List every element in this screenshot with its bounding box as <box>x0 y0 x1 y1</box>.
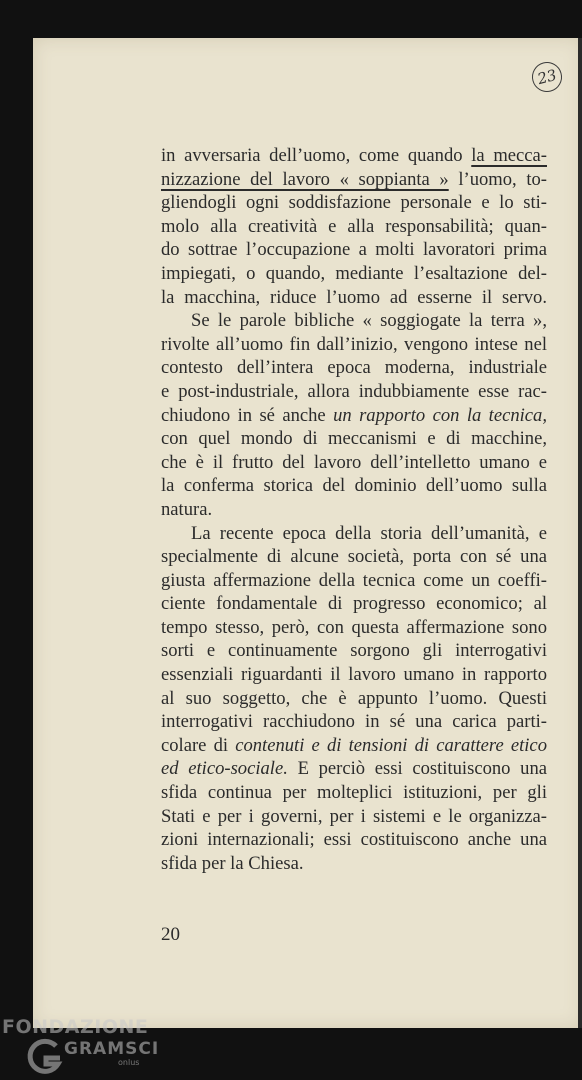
page-edge <box>578 38 582 1028</box>
text-line: chiudono in sé anche un rapporto con la tecnica, <box>161 404 547 426</box>
watermark-line2: GRAMSCI <box>64 1039 160 1059</box>
text-line: ed etico-sociale. E perciò essi costituiscono una <box>161 758 548 780</box>
text-line: Se le parole bibliche « soggiogate la terra », <box>191 310 547 332</box>
handwritten-page-number: 23 <box>529 59 566 96</box>
watermark-logo <box>2 1016 162 1076</box>
underlined-phrase: nizzazione del lavoro « soppianta » <box>161 168 449 190</box>
text-line: nizzazione del lavoro « soppianta » l’uomo, to- <box>161 168 547 190</box>
text-line: colare di contenuti e di tensioni di carattere etico <box>161 734 547 756</box>
text-line: molo alla creatività e alla responsabilità; quan- <box>161 215 547 237</box>
text-line: zioni internazionali; essi costituiscono anche una <box>161 829 547 851</box>
text-line: do sottrae l’occupazione a molti lavoratori prima <box>161 239 547 261</box>
text-line: tempo stesso, però, con questa affermazione sono <box>161 616 547 638</box>
text-line: e post-industriale, allora indubbiamente esse rac- <box>161 380 547 402</box>
text-line: essenziali riguardanti il lavoro umano in rapporto <box>161 664 547 686</box>
watermark-line1: FONDAZIONE <box>2 1016 149 1038</box>
text-line: che è il frutto del lavoro dell’intelletto umano e <box>161 451 547 473</box>
text-line: giusta affermazione della tecnica come un coeffi- <box>161 569 547 591</box>
text-line: La recente epoca della storia dell’umanità, e <box>191 522 547 544</box>
text-line: impiegati, o quando, mediante l’esaltazione del- <box>161 262 547 284</box>
body-text <box>161 144 547 875</box>
italic-phrase: contenuti e di tensioni di carattere etico <box>235 734 547 756</box>
text-line: al suo soggetto, che è appunto l’uomo. Questi <box>161 687 547 709</box>
text-line: ciente fondamentale di progresso economico; al <box>161 593 547 615</box>
gramsci-logo-icon <box>26 1038 64 1076</box>
underlined-phrase: la mecca- <box>471 145 547 166</box>
text-line: specialmente di alcune società, porta con sé una <box>161 546 547 568</box>
page-number: 20 <box>161 924 180 945</box>
text-line: contesto dell’intera epoca moderna, industriale <box>161 357 547 379</box>
watermark-line3: onlus <box>118 1058 140 1067</box>
italic-phrase: un rapporto con la tecnica, <box>333 404 547 426</box>
italic-phrase: ed etico-sociale. <box>161 758 288 780</box>
text-line: Stati e per i governi, per i sistemi e le organizza- <box>161 805 547 827</box>
text-line: sorti e continuamente sorgono gli interrogativi <box>161 640 547 662</box>
text-line: natura. <box>161 498 213 520</box>
text-line: gliendogli ogni soddisfazione personale e lo sti- <box>161 192 547 214</box>
text-line: in avversaria dell’uomo, come quando la mecca- <box>161 145 547 166</box>
text-line: interrogativi racchiudono in sé una carica parti- <box>161 711 547 733</box>
text-line: la macchina, riduce l’uomo ad esserne il servo. <box>161 286 547 308</box>
text-line: la conferma storica del dominio dell’uomo sulla <box>161 475 547 497</box>
text-line: sfida continua per molteplici istituzioni, per gli <box>161 782 547 804</box>
text-line: sfida per la Chiesa. <box>161 852 304 874</box>
text-line: con quel mondo di meccanismi e di macchine, <box>161 428 547 450</box>
text-line: rivolte all’uomo fin dall’inizio, vengono intese nel <box>161 333 547 355</box>
